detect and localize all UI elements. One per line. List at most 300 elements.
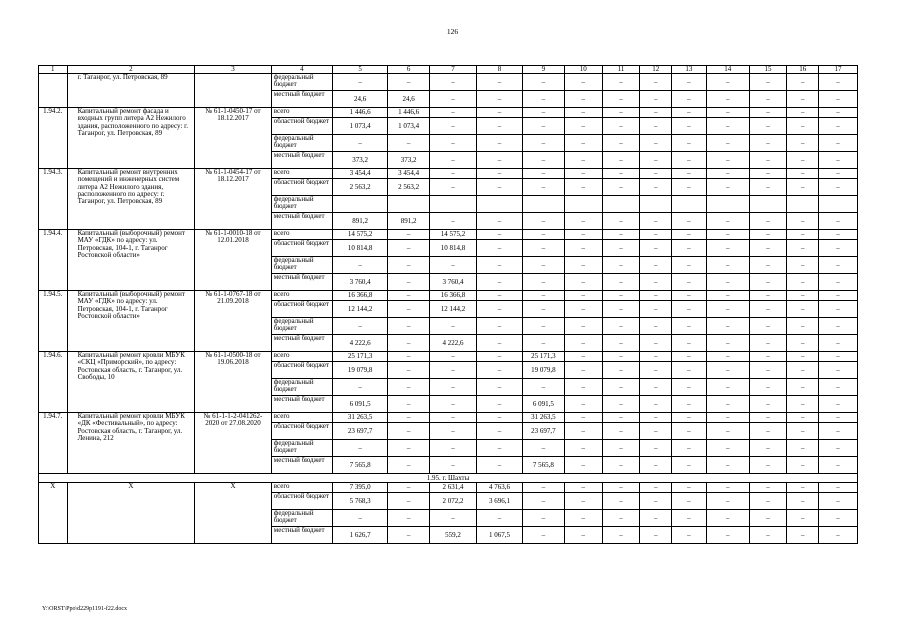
amount-cell: – (819, 301, 858, 318)
amount-cell: – (388, 423, 430, 440)
amount-cell: – (640, 457, 672, 474)
amount-cell: – (522, 135, 564, 152)
amount-cell: – (672, 352, 707, 362)
table-row (39, 74, 858, 91)
amount-cell: – (602, 240, 640, 257)
funding-source-cell: областной бюджет (271, 240, 332, 257)
amount-cell: – (749, 274, 787, 291)
amount-cell: – (672, 335, 707, 352)
amount-cell: – (430, 423, 477, 440)
column-number-header: 1 (39, 66, 68, 74)
amount-cell: – (477, 362, 523, 379)
amount-cell: – (706, 352, 749, 362)
amount-cell: – (787, 74, 819, 91)
amount-cell: – (477, 440, 523, 457)
amount-cell: – (602, 74, 640, 91)
amount-cell: – (640, 335, 672, 352)
amount-cell: – (819, 379, 858, 396)
item-number-cell: 1.94.7. (39, 413, 68, 474)
amount-cell: – (564, 493, 602, 510)
amount-cell: 891,2 (388, 213, 430, 230)
amount-cell: – (564, 510, 602, 527)
amount-cell: – (564, 527, 602, 544)
amount-cell: 1 067,5 (477, 527, 523, 544)
amount-cell: – (640, 362, 672, 379)
table-row (39, 108, 858, 118)
funding-source-cell: федеральный бюджет (271, 74, 332, 91)
amount-cell: – (706, 74, 749, 91)
amount-cell: – (749, 301, 787, 318)
amount-cell: – (819, 493, 858, 510)
amount-cell: – (819, 108, 858, 118)
amount-cell: 2 072,2 (430, 493, 477, 510)
funding-source-cell: всего (271, 169, 332, 179)
expertise-cell (195, 74, 272, 108)
amount-cell: – (749, 423, 787, 440)
amount-cell: – (672, 291, 707, 301)
amount-cell: – (522, 74, 564, 91)
funding-source-cell: всего (271, 230, 332, 240)
amount-cell: – (477, 213, 523, 230)
amount-cell: – (388, 291, 430, 301)
amount-cell: 25 171,3 (333, 352, 388, 362)
amount-cell: – (564, 274, 602, 291)
amount-cell: – (640, 74, 672, 91)
amount-cell: – (706, 379, 749, 396)
amount-cell: – (672, 457, 707, 474)
amount-cell (602, 196, 640, 213)
amount-cell: – (749, 493, 787, 510)
amount-cell: – (477, 152, 523, 169)
amount-cell: 7 565,8 (333, 457, 388, 474)
amount-cell (388, 196, 430, 213)
amount-cell: – (787, 152, 819, 169)
amount-cell: – (819, 118, 858, 135)
funding-source-cell: всего (271, 483, 332, 493)
amount-cell: – (749, 240, 787, 257)
amount-cell: 3 696,1 (477, 493, 523, 510)
amount-cell: – (787, 257, 819, 274)
amount-cell: 23 697,7 (333, 423, 388, 440)
object-name-cell: Капитальный ремонт фасада и входных групп литера А2 Нежилого здания, расположенного по адресу: г. Таганрог, ул. Петровская, 89 (67, 108, 195, 169)
funding-source-cell: местный бюджет (271, 335, 332, 352)
amount-cell: – (787, 493, 819, 510)
amount-cell: 14 575,2 (333, 230, 388, 240)
amount-cell: – (640, 301, 672, 318)
amount-cell: – (333, 510, 388, 527)
amount-cell (430, 196, 477, 213)
amount-cell: – (388, 240, 430, 257)
amount-cell: – (672, 379, 707, 396)
amount-cell: – (477, 274, 523, 291)
amount-cell: – (819, 169, 858, 179)
column-number-header: 15 (749, 66, 787, 74)
amount-cell: – (602, 510, 640, 527)
amount-cell: – (602, 291, 640, 301)
amount-cell: – (477, 396, 523, 413)
table-row (39, 483, 858, 493)
amount-cell: – (602, 527, 640, 544)
amount-cell (819, 196, 858, 213)
amount-cell: – (787, 379, 819, 396)
amount-cell: – (564, 108, 602, 118)
amount-cell: – (602, 91, 640, 108)
amount-cell: – (564, 135, 602, 152)
amount-cell: – (522, 152, 564, 169)
amount-cell: 10 814,8 (430, 240, 477, 257)
amount-cell: 1 626,7 (333, 527, 388, 544)
amount-cell: – (388, 257, 430, 274)
amount-cell: – (640, 152, 672, 169)
amount-cell: – (430, 362, 477, 379)
amount-cell: – (602, 483, 640, 493)
amount-cell: – (749, 169, 787, 179)
column-number-header: 14 (706, 66, 749, 74)
amount-cell: – (749, 91, 787, 108)
amount-cell: – (787, 213, 819, 230)
amount-cell: – (522, 440, 564, 457)
funding-source-cell: областной бюджет (271, 301, 332, 318)
amount-cell: – (640, 118, 672, 135)
amount-cell: – (388, 135, 430, 152)
amount-cell: – (602, 493, 640, 510)
column-number-header: 13 (672, 66, 707, 74)
amount-cell: 3 454,4 (333, 169, 388, 179)
amount-cell: – (602, 118, 640, 135)
object-name-cell: Капитальный ремонт внутренних помещений и инженерных систем литера А2 Нежилого здания, расположенного по адресу: г. Таганрог, ул. Петровская, 89 (67, 169, 195, 230)
funding-source-cell: федеральный бюджет (271, 135, 332, 152)
amount-cell: – (564, 91, 602, 108)
table-row (39, 413, 858, 423)
amount-cell: – (602, 301, 640, 318)
amount-cell: – (430, 440, 477, 457)
amount-cell: – (388, 396, 430, 413)
amount-cell: – (430, 257, 477, 274)
amount-cell: – (477, 118, 523, 135)
amount-cell: 24,6 (333, 91, 388, 108)
amount-cell: – (787, 362, 819, 379)
amount-cell: – (602, 362, 640, 379)
amount-cell: – (602, 318, 640, 335)
amount-cell: 4 222,6 (430, 335, 477, 352)
amount-cell: – (819, 335, 858, 352)
amount-cell: – (477, 230, 523, 240)
amount-cell: – (749, 152, 787, 169)
amount-cell: – (787, 274, 819, 291)
amount-cell: – (672, 74, 707, 91)
amount-cell: – (819, 352, 858, 362)
item-number-cell: 1.94.6. (39, 352, 68, 413)
amount-cell: – (388, 74, 430, 91)
amount-cell: – (787, 318, 819, 335)
amount-cell: – (706, 413, 749, 423)
amount-cell: – (672, 493, 707, 510)
amount-cell: – (388, 362, 430, 379)
amount-cell: – (787, 413, 819, 423)
column-number-header: 2 (67, 66, 195, 74)
funding-source-cell: областной бюджет (271, 362, 332, 379)
amount-cell: – (819, 440, 858, 457)
amount-cell: – (333, 135, 388, 152)
column-number-header: 5 (333, 66, 388, 74)
amount-cell: – (388, 440, 430, 457)
amount-cell: – (522, 493, 564, 510)
amount-cell: – (522, 91, 564, 108)
amount-cell: – (749, 213, 787, 230)
amount-cell: – (819, 240, 858, 257)
table-row (39, 352, 858, 362)
column-number-header: 8 (477, 66, 523, 74)
amount-cell: – (706, 335, 749, 352)
amount-cell: – (706, 291, 749, 301)
amount-cell: 1 073,4 (388, 118, 430, 135)
amount-cell: – (333, 74, 388, 91)
amount-cell: – (706, 213, 749, 230)
column-number-header: 9 (522, 66, 564, 74)
funding-source-cell: федеральный бюджет (271, 196, 332, 213)
amount-cell: – (477, 457, 523, 474)
amount-cell: – (672, 135, 707, 152)
amount-cell: – (787, 510, 819, 527)
amount-cell: – (706, 362, 749, 379)
amount-cell: – (787, 108, 819, 118)
amount-cell: – (602, 230, 640, 240)
amount-cell: – (787, 335, 819, 352)
amount-cell: – (672, 396, 707, 413)
funding-source-cell: федеральный бюджет (271, 510, 332, 527)
amount-cell: – (430, 169, 477, 179)
amount-cell: – (522, 230, 564, 240)
amount-cell: – (640, 483, 672, 493)
item-number-cell: 1.94.5. (39, 291, 68, 352)
amount-cell: – (749, 352, 787, 362)
object-name-cell: Капитальный (выборочный) ремонт МАУ «ГДК» по адресу: ул. Петровская, 104-1, г. Таганрог Ростовской области» (67, 291, 195, 352)
funding-source-cell: местный бюджет (271, 152, 332, 169)
amount-cell: – (477, 510, 523, 527)
amount-cell (333, 196, 388, 213)
amount-cell: – (477, 413, 523, 423)
amount-cell: 24,6 (388, 91, 430, 108)
amount-cell: – (430, 457, 477, 474)
amount-cell: – (564, 423, 602, 440)
amount-cell: – (522, 118, 564, 135)
object-name-cell: Капитальный ремонт кровли МБУК «ДК «Фестивальный», по адресу: Ростовская область, г. Таганрог, ул. Ленина, 212 (67, 413, 195, 474)
section-header-row (39, 474, 858, 483)
amount-cell: – (564, 457, 602, 474)
amount-cell: – (564, 257, 602, 274)
amount-cell: – (819, 230, 858, 240)
amount-cell (522, 196, 564, 213)
amount-cell: – (640, 108, 672, 118)
column-number-header: 16 (787, 66, 819, 74)
amount-cell: 4 763,6 (477, 483, 523, 493)
amount-cell: – (602, 335, 640, 352)
amount-cell: – (522, 483, 564, 493)
expertise-cell: № 61-1-0454-17 от 18.12.2017 (195, 169, 272, 230)
amount-cell: – (602, 179, 640, 196)
amount-cell: – (749, 179, 787, 196)
amount-cell: – (706, 483, 749, 493)
amount-cell: – (787, 240, 819, 257)
object-name-cell: Капитальный (выборочный) ремонт МАУ «ГДК» по адресу: ул. Петровская, 104-1, г. Таганрог Ростовской области» (67, 230, 195, 291)
amount-cell: – (564, 230, 602, 240)
amount-cell: – (640, 169, 672, 179)
amount-cell: – (787, 423, 819, 440)
amount-cell: – (388, 493, 430, 510)
amount-cell: – (640, 423, 672, 440)
amount-cell: – (706, 152, 749, 169)
amount-cell: – (706, 301, 749, 318)
amount-cell: – (602, 213, 640, 230)
amount-cell (564, 196, 602, 213)
amount-cell: – (430, 74, 477, 91)
expertise-cell: № 61-1-1-2-041262-2020 от 27.08.2020 (195, 413, 272, 474)
amount-cell: – (706, 230, 749, 240)
amount-cell: – (640, 527, 672, 544)
amount-cell: – (640, 440, 672, 457)
amount-cell: – (819, 423, 858, 440)
amount-cell: – (477, 74, 523, 91)
expertise-cell: № 61-1-0767-18 от 21.09.2018 (195, 291, 272, 352)
amount-cell: – (477, 169, 523, 179)
amount-cell: – (477, 108, 523, 118)
amount-cell: – (706, 318, 749, 335)
item-number-cell: 1.94.3. (39, 169, 68, 230)
column-number-header: 4 (271, 66, 332, 74)
amount-cell: – (819, 527, 858, 544)
column-number-header: 11 (602, 66, 640, 74)
amount-cell: 559,2 (430, 527, 477, 544)
funding-source-cell: местный бюджет (271, 457, 332, 474)
funding-source-cell: местный бюджет (271, 396, 332, 413)
amount-cell: – (602, 423, 640, 440)
amount-cell: 6 091,5 (522, 396, 564, 413)
amount-cell: – (706, 91, 749, 108)
amount-cell: – (430, 413, 477, 423)
amount-cell: – (602, 169, 640, 179)
item-number-cell (39, 74, 68, 108)
amount-cell: – (640, 91, 672, 108)
table-row (39, 230, 858, 240)
amount-cell: – (640, 135, 672, 152)
amount-cell: – (522, 257, 564, 274)
amount-cell: – (672, 440, 707, 457)
amount-cell: – (333, 257, 388, 274)
amount-cell: – (706, 493, 749, 510)
amount-cell: – (819, 318, 858, 335)
amount-cell: – (706, 135, 749, 152)
amount-cell: – (388, 379, 430, 396)
amount-cell: – (430, 179, 477, 196)
amount-cell: 2 563,2 (333, 179, 388, 196)
amount-cell: – (564, 413, 602, 423)
amount-cell: – (749, 396, 787, 413)
column-number-header: 10 (564, 66, 602, 74)
funding-source-cell: всего (271, 352, 332, 362)
amount-cell: – (522, 291, 564, 301)
amount-cell: 12 144,2 (333, 301, 388, 318)
amount-cell: 1 446,6 (333, 108, 388, 118)
funding-source-cell: федеральный бюджет (271, 440, 332, 457)
amount-cell (640, 196, 672, 213)
amount-cell: – (672, 179, 707, 196)
amount-cell: – (749, 362, 787, 379)
amount-cell: – (706, 440, 749, 457)
amount-cell: – (602, 152, 640, 169)
funding-source-cell: всего (271, 291, 332, 301)
amount-cell: – (388, 301, 430, 318)
amount-cell: 12 144,2 (430, 301, 477, 318)
item-number-cell: 1.94.2. (39, 108, 68, 169)
amount-cell: – (522, 510, 564, 527)
amount-cell: – (430, 91, 477, 108)
table-row (39, 291, 858, 301)
amount-cell: – (333, 379, 388, 396)
amount-cell: – (522, 274, 564, 291)
amount-cell: – (672, 510, 707, 527)
amount-cell: – (819, 457, 858, 474)
amount-cell: – (787, 91, 819, 108)
amount-cell: – (522, 179, 564, 196)
amount-cell: – (430, 213, 477, 230)
amount-cell: – (640, 396, 672, 413)
amount-cell: – (522, 108, 564, 118)
amount-cell: – (672, 169, 707, 179)
table-body (39, 66, 858, 544)
funding-source-cell: местный бюджет (271, 527, 332, 544)
expertise-cell: X (195, 483, 272, 544)
amount-cell: – (819, 291, 858, 301)
amount-cell: – (672, 527, 707, 544)
item-number-cell: X (39, 483, 68, 544)
amount-cell: – (672, 318, 707, 335)
amount-cell: – (388, 318, 430, 335)
amount-cell: – (602, 457, 640, 474)
amount-cell: – (477, 318, 523, 335)
amount-cell: – (564, 301, 602, 318)
amount-cell: – (787, 291, 819, 301)
amount-cell: – (477, 240, 523, 257)
amount-cell: – (672, 108, 707, 118)
amount-cell: 4 222,6 (333, 335, 388, 352)
amount-cell: – (706, 257, 749, 274)
amount-cell: – (672, 274, 707, 291)
column-number-header: 3 (195, 66, 272, 74)
amount-cell: 31 263,5 (333, 413, 388, 423)
amount-cell: – (787, 135, 819, 152)
amount-cell: – (819, 362, 858, 379)
amount-cell: – (430, 352, 477, 362)
amount-cell: – (430, 152, 477, 169)
amount-cell: – (602, 352, 640, 362)
amount-cell: 7 565,8 (522, 457, 564, 474)
amount-cell: – (749, 510, 787, 527)
amount-cell: 31 263,5 (522, 413, 564, 423)
amount-cell: – (819, 152, 858, 169)
file-path-footer: Y:\ORST\Ppo\d229p1191-f22.docx (42, 606, 128, 612)
amount-cell: – (430, 108, 477, 118)
amount-cell: 16 366,8 (333, 291, 388, 301)
amount-cell: – (706, 169, 749, 179)
amount-cell: – (787, 169, 819, 179)
amount-cell: – (819, 396, 858, 413)
amount-cell: – (388, 413, 430, 423)
amount-cell: – (430, 510, 477, 527)
object-name-cell: X (67, 483, 195, 544)
amount-cell: 23 697,7 (522, 423, 564, 440)
amount-cell: 6 091,5 (333, 396, 388, 413)
column-number-row (39, 66, 858, 74)
